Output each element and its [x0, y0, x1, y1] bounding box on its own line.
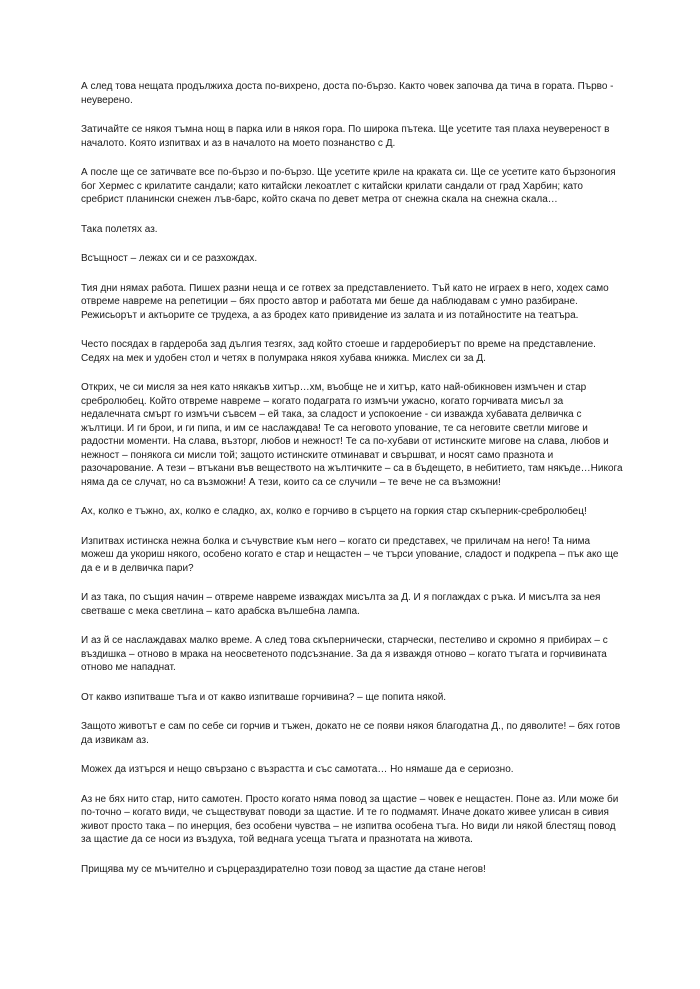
paragraph-14: Защото животът е сам по себе си горчив и тъжен, докато не се появи някоя благодатна Д., по дяволите! – бях готов да извикам аз.	[81, 721, 621, 746]
paragraph-15: Можех да изтърся и нещо свързано с възрастта и със самотата… Но нямаше да е сериозно.	[81, 764, 514, 775]
paragraph-11: И аз така, по същия начин – отвреме навреме изваждах мисълта за Д. И я поглаждах с ръка. И мисълта за нея светваше с мека светлина – като арабска вълшебна лампа.	[81, 592, 601, 617]
paragraph-13: От какво изпитваше тъга и от какво изпитваше горчивина? – ще попита някой.	[81, 691, 447, 703]
paragraph-7: Често посядах в гардероба зад дългия тезгях, зад който стоеше и гардеробиерът по време на представление. Седях на мек и удобен стол и четях в полумрака някоя хубава книжка. Мислех си за Д.	[81, 339, 596, 364]
paragraph-17: Прищява му се мъчително и сърцераздирателно този повод за щастие да стане негов!	[81, 863, 486, 875]
document-body	[81, 80, 623, 892]
paragraph-9: Ах, колко е тъжно, ах, колко е сладко, ах, колко е горчиво в сърцето на горкия стар скъперник-сребролюбец!	[81, 506, 587, 517]
paragraph-1: А след това нещата продължиха доста по-вихрено, доста по-бързо. Както човек започва да тича в гората. Първо - неуверено.	[81, 81, 614, 106]
paragraph-8: Открих, че си мисля за нея като някакъв хитър…хм, въобще не и хитър, като най-обикновен измъчен и стар сребролюбец. Който отвреме навреме – когато подаграта го измъчи ужасно, когато горчивата мисъл за недалечната смърт го измъчи съвсем – ей така, за сладост и успокоение - си изважда хубавата делвичка с жълтици. И ги брои, и ги пипа, и им се наслаждава! Те са неговото упование, те са неговите светли мигове и радостни моменти. На слава, възторг, любов и нежност! Те са по-хубави от истинските мигове на слава, любов и нежност – понякога си мисли той; защото истинските отминават и свършват, и носят само празнота и разочарование. А тези – втъкани във веществото на жълтичките – са в бъдещето, в небитието, там някъде…Никога няма да се случат, но са възможни! А тези, които са се случили – те вече не са възможни!	[81, 382, 623, 488]
paragraph-3: А после ще се затичвате все по-бързо и по-бързо. Ще усетите криле на краката си. Ще се усетите като бързоногия бог Хермес с крилатите сандали; като китайски лекоатлет с китайски крилати сандали от град Харбин; като сребрист планински снежен лъв-барс, който скача по девет метра от снежна скала на снежна скала…	[81, 167, 616, 205]
paragraph-5: Всъщност – лежах си и се разхождах.	[81, 253, 258, 264]
paragraph-10: Изпитвах истинска нежна болка и съчувствие към него – когато си представех, че приличам на него! Та нима можеш да укориш някого, особено когато е стар и нещастен – че търси упование, сладост и подкрепа – пък ако ще да е и в делвичка пари?	[81, 535, 619, 574]
paragraph-2: Затичайте се някоя тъмна нощ в парка или в някоя гора. По широка пътека. Ще усетите тая плаха неувереност в началото. Която изпитвах и аз в началото на моето познанство с Д.	[81, 124, 610, 149]
paragraph-16: Аз не бях нито стар, нито самотен. Просто когато няма повод за щастие – човек е нещастен. Поне аз. Или може би по-точно – когато види, че съществуват поводи за щастие. И те го подмамят. Иначе докато живее улисан в сивия живот просто така – по инерция, без особени чувства – не изпитва особена тъга. Но види ли някой блестящ повод за щастие да се носи из въздуха, той веднага усеща тъгата и празнотата на живота.	[81, 793, 619, 845]
paragraph-4: Така полетях аз.	[81, 223, 158, 235]
paragraph-12: И аз й се наслаждавах малко време. А след това скъпернически, старчески, пестеливо и скромно я прибирах – с въздишка – отново в мрака на неосветеното подсъзнание. За да я изваждя отново – когато тъгата и горчивината отново ме нападнат.	[81, 635, 608, 673]
paragraph-6: Тия дни нямах работа. Пишех разни неща и се готвех за представлението. Тъй като не играех в него, ходех само отвреме навреме на репетиции – бях просто автор и работата ми беше да наблюдавам с умно разбиране. Режисьорът и актьорите се трудеха, а аз бродех като привидение из залата и из потайностите на театъра.	[81, 282, 609, 321]
